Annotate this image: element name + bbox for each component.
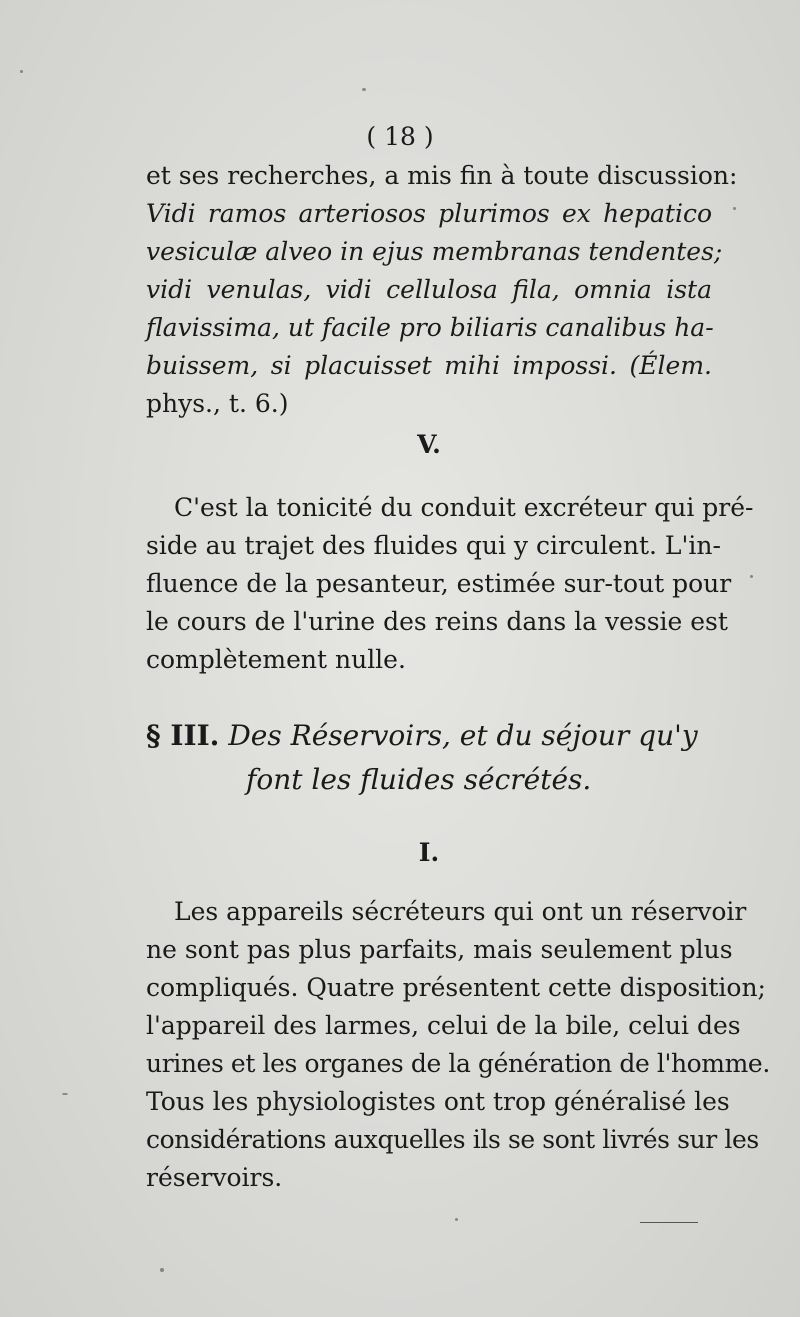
latin-quote-line: Vidi ramos arteriosos plurimos ex hepatico: [146, 199, 712, 228]
section-heading-line-1: [146, 716, 698, 756]
paragraph-3-line: urines et les organes de la génération de l'homme.: [146, 1049, 770, 1078]
paragraph-2-line: complètement nulle.: [146, 645, 406, 674]
section-title-part-1: Des Réservoirs, et du séjour qu'y: [228, 719, 698, 752]
page-number: ( 18 ): [366, 122, 434, 151]
paragraph-1-line: et ses recherches, a mis fin à toute discussion:: [146, 161, 738, 190]
paper-speck: [160, 1268, 164, 1272]
paragraph-3-line: Les appareils sécréteurs qui ont un réservoir: [174, 897, 747, 926]
paragraph-2-line: C'est la tonicité du conduit excréteur qui pré-: [174, 493, 754, 522]
section-title-part-2: font les fluides sécrétés.: [246, 763, 592, 796]
section-numeral-i: I.: [418, 838, 440, 867]
paper-speck: [750, 575, 753, 578]
paragraph-2-line: le cours de l'urine des reins dans la vessie est: [146, 607, 728, 636]
latin-quote-line: vesiculæ alveo in ejus membranas tendentes;: [146, 237, 723, 266]
latin-quote-line: flavissima, ut facile pro biliaris canalibus ha-: [146, 313, 714, 342]
stray-mark: [640, 1222, 698, 1223]
paragraph-3-line: considérations auxquelles ils se sont livrés sur les: [146, 1125, 759, 1154]
paper-speck: [733, 207, 736, 210]
latin-quote-text: buissem, si placuisset mihi impossi. (Élem.: [146, 351, 712, 380]
paragraph-3-line: compliqués. Quatre présentent cette disposition;: [146, 973, 766, 1002]
citation-line: phys., t. 6.): [146, 389, 289, 418]
paragraph-3-line: l'appareil des larmes, celui de la bile, celui des: [146, 1011, 741, 1040]
latin-quote-line: [146, 348, 712, 384]
paper-speck: [62, 1093, 68, 1095]
section-numeral-v: V.: [417, 430, 441, 459]
paragraph-2-line: fluence de la pesanteur, estimée sur-tout pour: [146, 569, 732, 598]
paper-speck: [362, 88, 366, 91]
paper-speck: [20, 70, 23, 73]
paragraph-2-line: side au trajet des fluides qui y circulent. L'in-: [146, 531, 721, 560]
paragraph-3-line: Tous les physiologistes ont trop généralisé les: [146, 1087, 730, 1116]
paragraph-3-line: réservoirs.: [146, 1163, 283, 1192]
latin-quote-line: vidi venulas, vidi cellulosa fila, omnia ista: [146, 275, 712, 304]
paragraph-3-line: ne sont pas plus parfaits, mais seulement plus: [146, 935, 733, 964]
paper-speck: [455, 1218, 458, 1221]
section-label: § III.: [146, 719, 220, 752]
